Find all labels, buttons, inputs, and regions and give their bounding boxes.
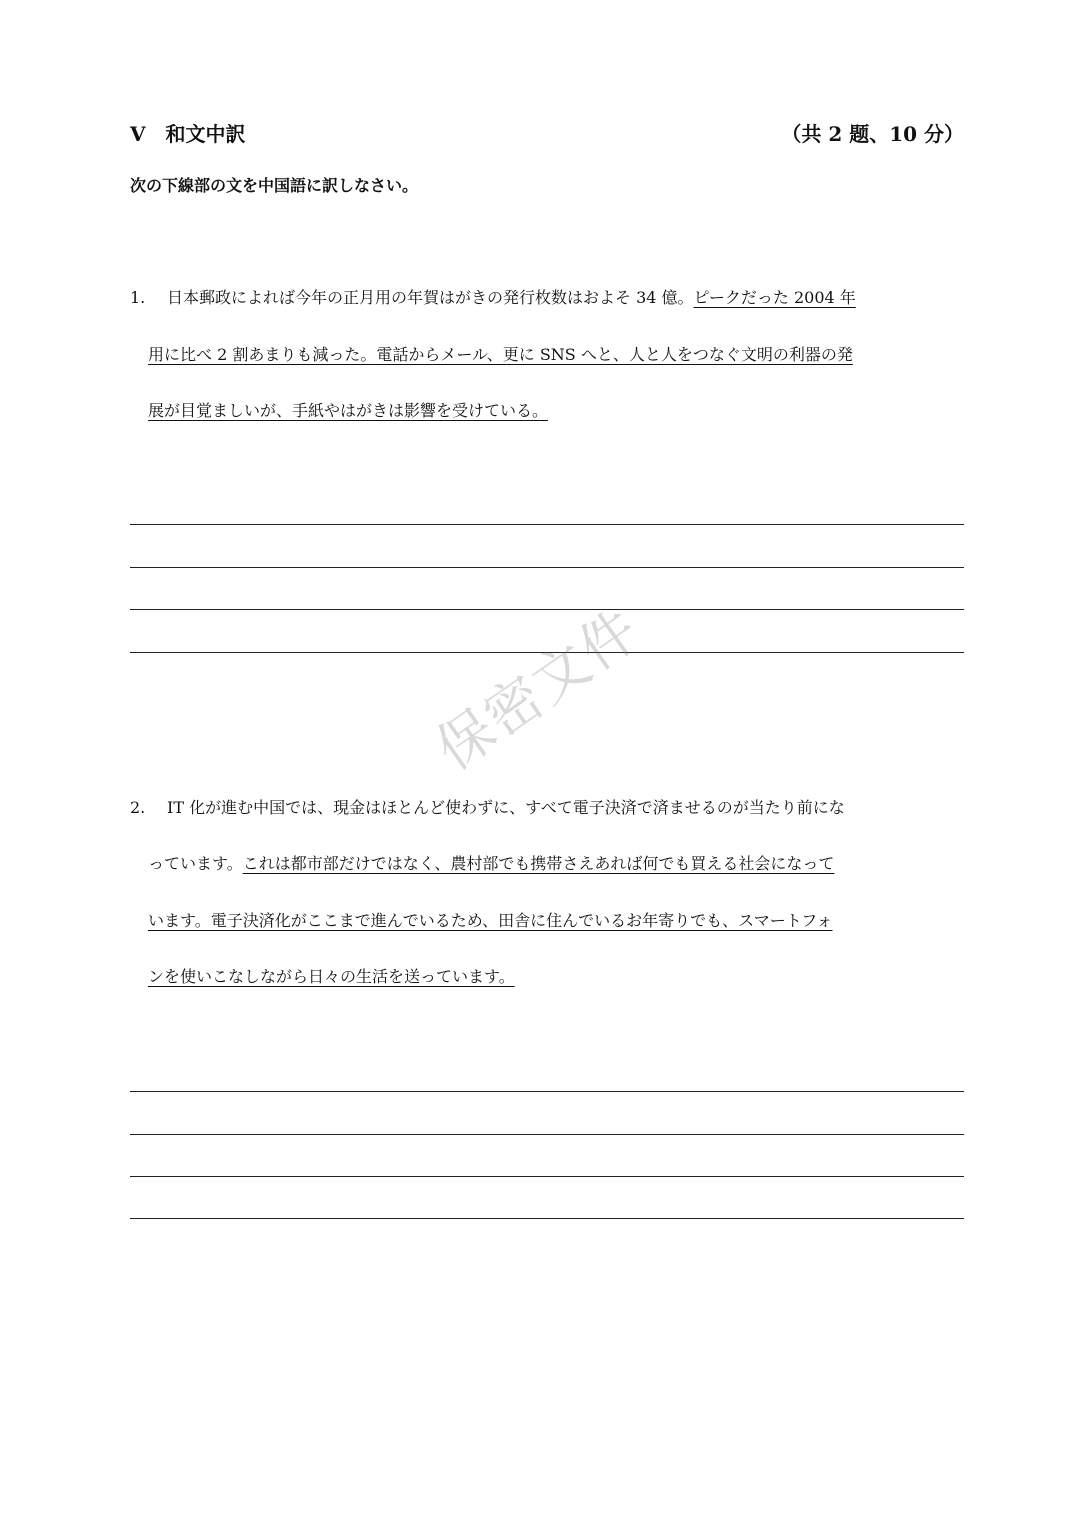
answer-line[interactable] — [130, 524, 964, 525]
answer-line[interactable] — [130, 1091, 964, 1092]
question-text: っています。 — [148, 854, 243, 873]
answer-line[interactable] — [130, 609, 964, 610]
question-line — [148, 850, 834, 878]
question-line — [130, 794, 845, 822]
underlined-text: 用に比べ 2 割あまりも減った。電話からメール、更に SNS へと、人と人をつなぐ文明の利器の発 — [148, 345, 853, 364]
question-line — [148, 963, 515, 991]
answer-line[interactable] — [130, 1134, 964, 1135]
underlined-text: 展が目覚ましいが、手紙やはがきは影響を受けている。 — [148, 401, 549, 420]
underlined-text: これは都市部だけではなく、農村部でも携帯さえあれば何でも買える社会になって — [242, 854, 835, 873]
answer-line[interactable] — [130, 1218, 964, 1219]
answer-line[interactable] — [130, 567, 964, 568]
question-line — [148, 397, 548, 425]
section-title: V 和文中訳 — [130, 122, 246, 146]
underlined-text: ピークだった 2004 年 — [693, 288, 856, 307]
instruction-text: 次の下線部の文を中国語に訳しなさい。 — [130, 176, 419, 195]
question-line — [148, 341, 853, 369]
question-number: 2. — [130, 798, 146, 817]
question-line — [130, 284, 856, 312]
question-number: 1. — [130, 288, 146, 307]
question-text: IT 化が進む中国では、現金はほとんど使わずに、すべて電子決済で済ませるのが当たり前にな — [167, 798, 845, 817]
question-line — [148, 907, 832, 935]
section-score: （共 2 题、10 分） — [781, 122, 964, 146]
underlined-text: ンを使いこなしながら日々の生活を送っています。 — [148, 967, 515, 986]
underlined-text: います。電子決済化がここまで進んでいるため、田舎に住んでいるお年寄りでも、スマートフォ — [148, 911, 833, 930]
confidential-watermark: 保密文件 — [424, 596, 653, 784]
question-text: 日本郵政によれば今年の正月用の年賀はがきの発行枚数はおよそ 34 億。 — [167, 288, 694, 307]
section-header — [130, 118, 964, 150]
answer-line[interactable] — [130, 1176, 964, 1177]
